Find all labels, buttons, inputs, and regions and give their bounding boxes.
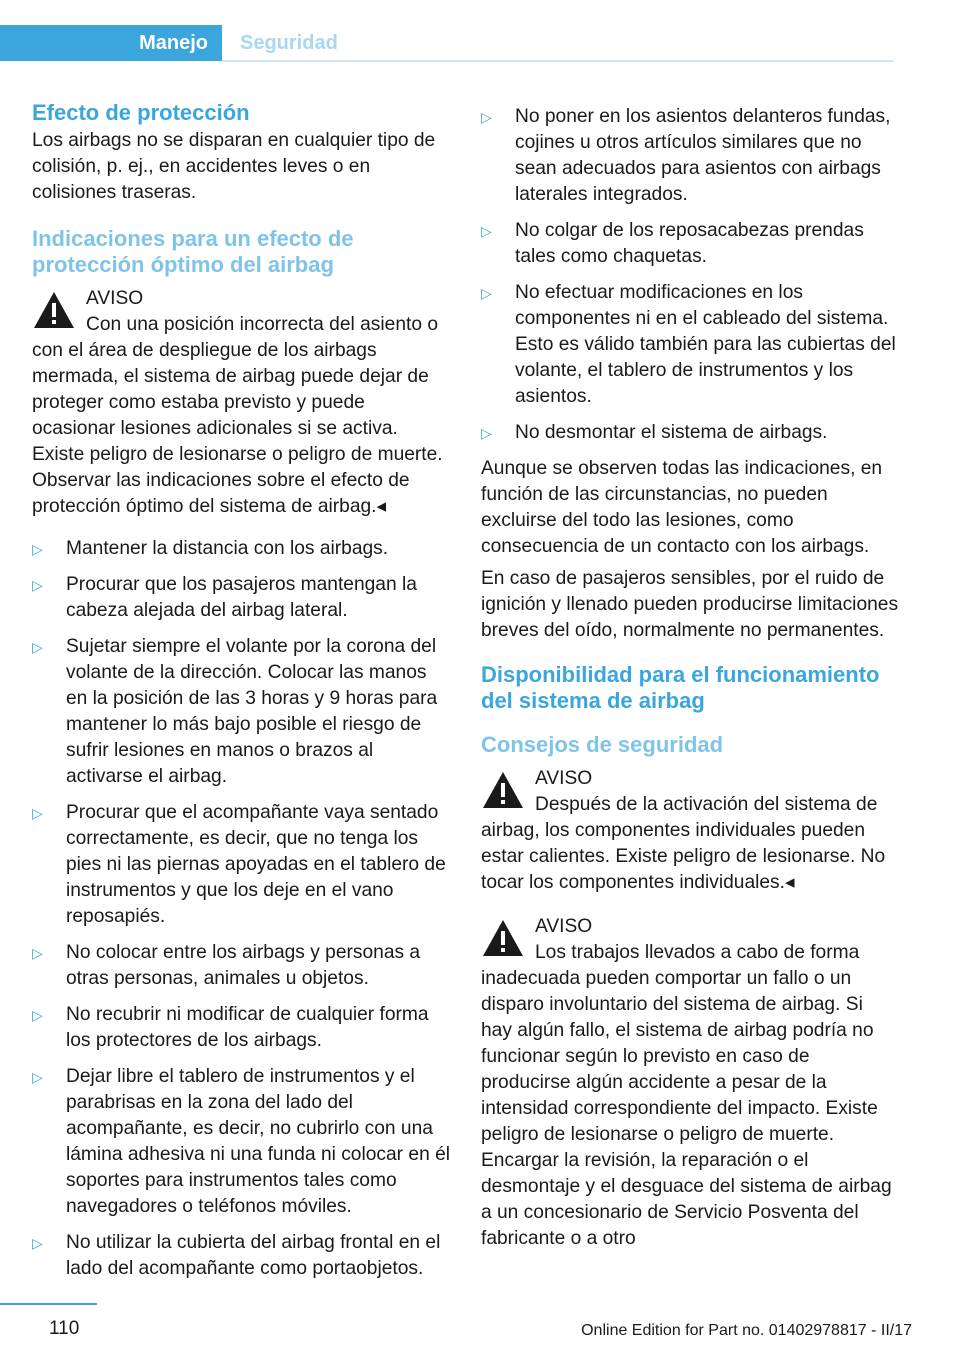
warning-block bbox=[481, 914, 899, 1252]
tab-manejo: Manejo bbox=[0, 25, 222, 61]
paragraph-pasajeros: En caso de pasajeros sensibles, por el ruido de ignición y llenado pueden producirse limitaciones breves del oído, normalmente no permanentes. bbox=[481, 568, 899, 641]
bullet-arrow-icon: ▷ bbox=[481, 425, 492, 441]
paragraph-indicaciones: Aunque se observen todas las indicaciones, en función de las circunstancias, no pueden excluirse del todo las lesiones, como consecuencia de un contacto con los airbags. bbox=[481, 458, 883, 557]
page-header bbox=[0, 25, 894, 61]
edition-label: Online Edition for Part no. 01402978817 - II/17 bbox=[581, 1322, 912, 1339]
warning-triangle-icon bbox=[481, 918, 525, 958]
warning-text: Después de la activación del sistema de airbag, los componentes individuales pueden estar calientes. Existe peligro de lesionarse. No tocar los componentes individuales.◂ bbox=[481, 794, 886, 893]
bullet-arrow-icon: ▷ bbox=[481, 109, 492, 125]
heading-indicaciones: Indicaciones para un efecto de protección óptimo del airbag bbox=[32, 226, 354, 277]
list-item: ▷ Procurar que el acompañante vaya sentado correctamente, es decir, que no tenga los pies ni las piernas apoyadas en el tablero de instrumentos y que los deje en el vano reposapiés. bbox=[32, 802, 446, 927]
warning-text: Los trabajos llevados a cabo de forma inadecuada pueden comportar un fallo o un disparo involuntario del sistema de airbag. Si hay algún fallo, el sistema de airbag podría no funcionar según lo previsto en caso de producirse algún accidente a pesar de la intensidad correspondiente del impacto. Existe peligro de lesionarse o peligro de muerte. Encargar la revisión, la reparación o el desmontaje y el desguace del sistema de airbag a un concesionario de Servicio Posventa del fabricante o a otro bbox=[481, 942, 892, 1249]
footer-divider bbox=[0, 1303, 97, 1305]
right-column bbox=[481, 100, 899, 1260]
left-column bbox=[32, 100, 450, 1292]
bullet-arrow-icon: ▷ bbox=[32, 945, 43, 961]
warning-title: AVISO bbox=[86, 288, 144, 309]
bullet-arrow-icon: ▷ bbox=[32, 639, 43, 655]
list-item: ▷ No efectuar modificaciones en los componentes ni en el cableado del sistema. Esto es válido también para las cubiertas del volante, el tablero de instrumentos y los asientos. bbox=[481, 282, 896, 407]
warning-block bbox=[481, 766, 899, 896]
bullet-arrow-icon: ▷ bbox=[481, 285, 492, 301]
bullet-arrow-icon: ▷ bbox=[32, 541, 43, 557]
warning-text: Con una posición incorrecta del asiento o con el área de despliegue de los airbags mermada, el sistema de airbag puede dejar de proteger como estaba previsto y puede ocasionar lesiones adicionales si se activa. Existe peligro de lesionarse o peligro de muerte. Observar las indicaciones sobre el efecto de protección óptimo del sistema de airbag.◂ bbox=[32, 314, 443, 517]
paragraph-efecto: Los airbags no se disparan en cualquier tipo de colisión, p. ej., en accidentes leves o en colisiones traseras. bbox=[32, 130, 436, 203]
list-item: ▷ Procurar que los pasajeros mantengan la cabeza alejada del airbag lateral. bbox=[32, 574, 417, 621]
heading-efecto-proteccion: Efecto de protección bbox=[32, 100, 250, 125]
list-item: ▷ No desmontar el sistema de airbags. bbox=[481, 420, 899, 446]
list-item: ▷ No colocar entre los airbags y personas a otras personas, animales u objetos. bbox=[32, 942, 421, 989]
list-item: ▷ No colgar de los reposacabezas prendas tales como chaquetas. bbox=[481, 220, 864, 267]
bullet-arrow-icon: ▷ bbox=[481, 223, 492, 239]
bullet-list bbox=[481, 104, 899, 446]
bullet-arrow-icon: ▷ bbox=[32, 1235, 43, 1251]
bullet-arrow-icon: ▷ bbox=[32, 805, 43, 821]
list-item: ▷ No utilizar la cubierta del airbag frontal en el lado del acompañante como portaobjetos. bbox=[32, 1232, 441, 1279]
bullet-arrow-icon: ▷ bbox=[32, 1069, 43, 1085]
warning-title: AVISO bbox=[535, 768, 593, 789]
list-item: ▷ Sujetar siempre el volante por la corona del volante de la dirección. Colocar las manos en la posición de las 3 horas y 9 horas para mantener lo más bajo posible el riesgo de sufrir lesiones en manos o brazos al activarse el airbag. bbox=[32, 636, 438, 787]
list-item: ▷ Dejar libre el tablero de instrumentos y el parabrisas en la zona del lado del acompañante, es decir, no cubrirlo con una lámina adhesiva ni una funda ni colocar en él soportes para instrumentos tales como navegadores o teléfonos móviles. bbox=[32, 1066, 451, 1217]
page-number: 110 bbox=[49, 1318, 80, 1339]
bullet-arrow-icon: ▷ bbox=[32, 1007, 43, 1023]
warning-triangle-icon bbox=[32, 290, 76, 330]
warning-triangle-icon bbox=[481, 770, 525, 810]
list-item: ▷ No recubrir ni modificar de cualquier forma los protectores de los airbags. bbox=[32, 1004, 429, 1051]
heading-disponibilidad: Disponibilidad para el funcionamiento del sistema de airbag bbox=[481, 662, 880, 713]
warning-title: AVISO bbox=[535, 916, 593, 937]
header-divider bbox=[222, 60, 894, 62]
bullet-arrow-icon: ▷ bbox=[32, 577, 43, 593]
bullet-list bbox=[32, 536, 450, 1282]
tab-seguridad: Seguridad bbox=[240, 32, 338, 54]
heading-consejos: Consejos de seguridad bbox=[481, 732, 724, 757]
list-item: ▷ No poner en los asientos delanteros fundas, cojines u otros artículos similares que no sean adecuados para asientos con airbags laterales integrados. bbox=[481, 106, 891, 205]
list-item: ▷ Mantener la distancia con los airbags. bbox=[32, 536, 450, 562]
warning-block bbox=[32, 286, 450, 520]
